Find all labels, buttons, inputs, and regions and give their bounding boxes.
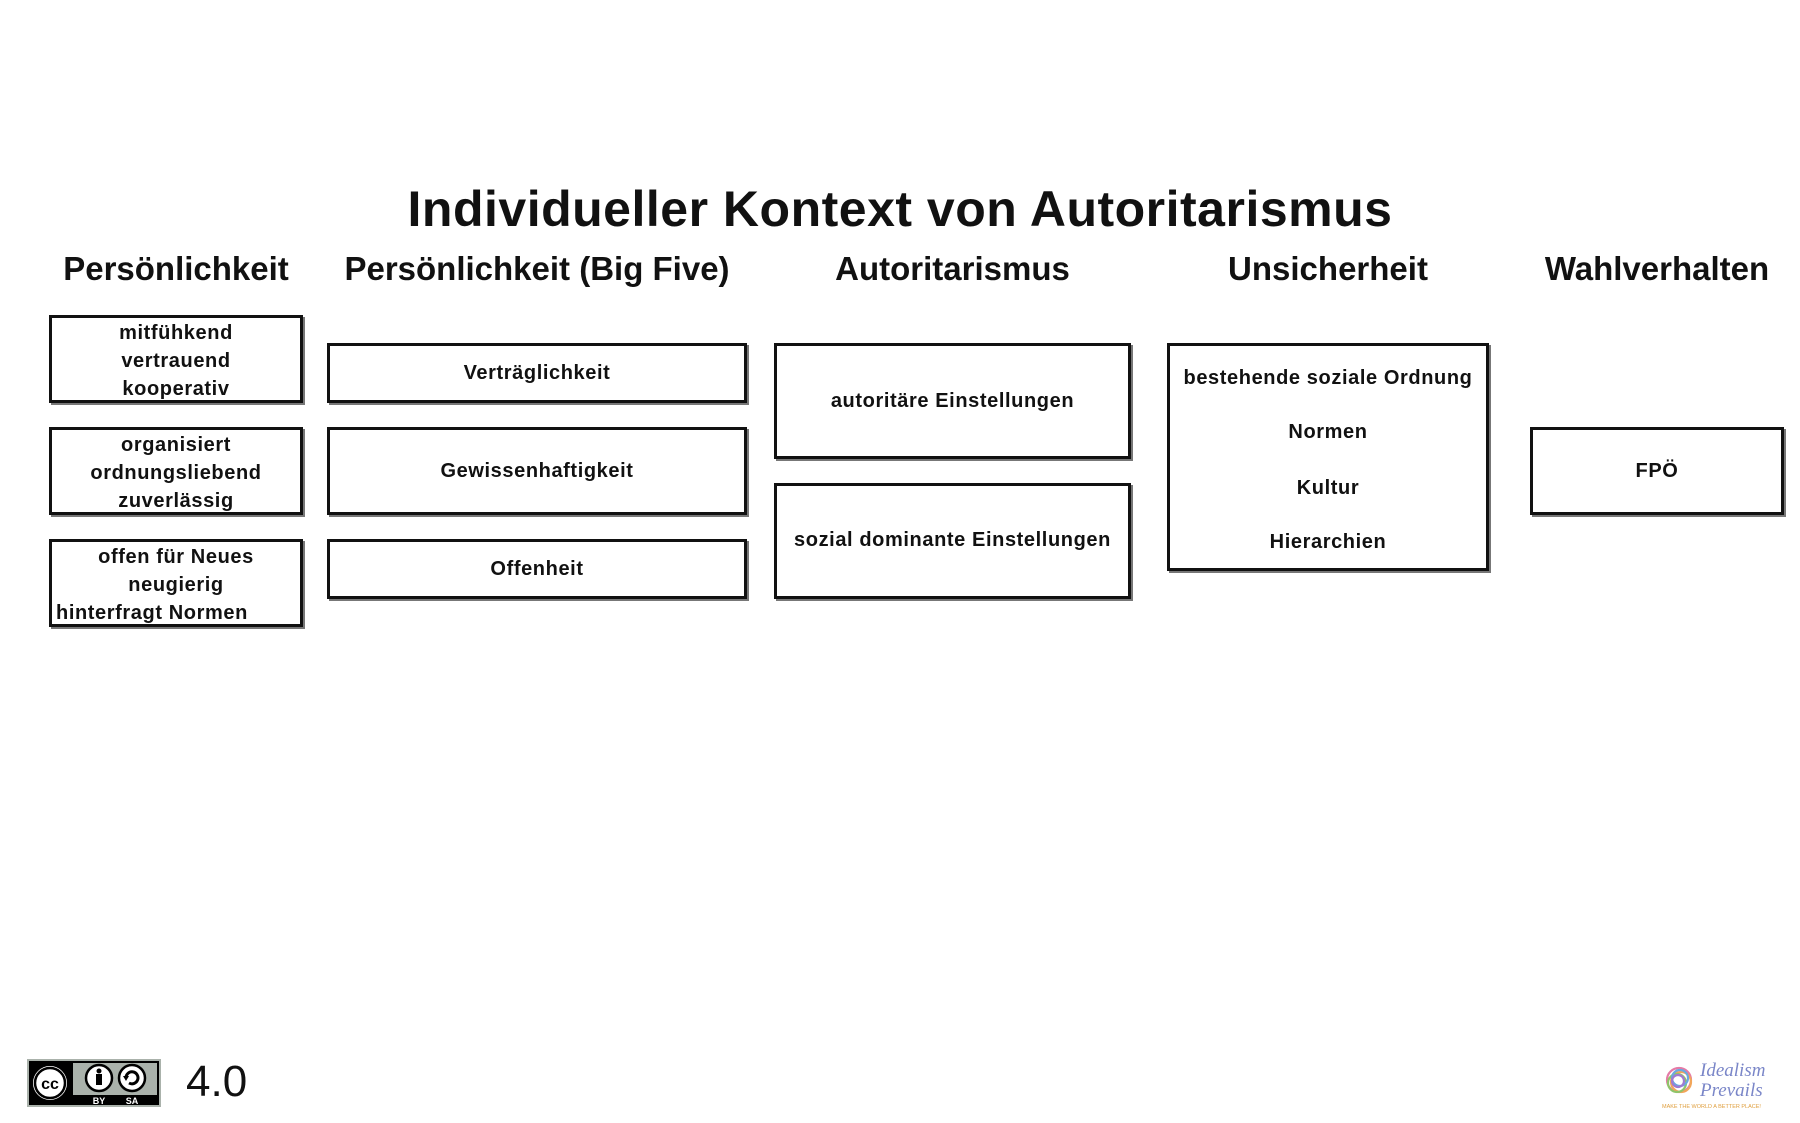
trait-line: offen für Neues: [98, 546, 254, 568]
trait-box-conscientious: [49, 427, 303, 515]
big-five-label: Offenheit: [490, 558, 584, 580]
social-dominance-label: sozial dominante Einstellungen: [794, 529, 1111, 551]
column-heading-authoritarianism: Autoritarismus: [835, 250, 1070, 287]
logo-name-line1: Idealism: [1700, 1060, 1766, 1081]
trait-line: vertrauend: [121, 350, 231, 372]
cc-sa-label: SA: [125, 1096, 139, 1106]
uncertainty-line: bestehende soziale Ordnung: [1183, 367, 1473, 389]
column-heading-voting: Wahlverhalten: [1544, 250, 1770, 287]
voting-box-fpo: [1530, 427, 1784, 515]
trait-line: ordnungsliebend: [90, 462, 262, 484]
trait-line: zuverlässig: [118, 490, 234, 512]
trait-line: mitfühkend: [119, 322, 233, 344]
trait-line: hinterfragt Normen: [56, 602, 248, 624]
idealism-prevails-logo: [1660, 1058, 1780, 1110]
big-five-box-agreeableness: [327, 343, 747, 403]
logo-name-line2: Prevails: [1700, 1080, 1763, 1101]
uncertainty-line: Hierarchien: [1269, 531, 1387, 553]
trait-line: kooperativ: [122, 378, 230, 400]
authoritarian-label: autoritäre Einstellungen: [830, 390, 1075, 412]
trait-line: neugierig: [128, 574, 224, 596]
svg-text:cc: cc: [41, 1076, 59, 1093]
social-dominance-box: [774, 483, 1131, 599]
cc-by-label: BY: [92, 1096, 106, 1106]
trait-box-agreeable: [49, 315, 303, 403]
logo-tagline: MAKE THE WORLD A BETTER PLACE!: [1662, 1104, 1761, 1110]
license-version: 4.0: [186, 1057, 248, 1106]
column-heading-uncertainty: Unsicherheit: [1228, 250, 1428, 287]
authoritarian-attitudes-box: [774, 343, 1131, 459]
uncertainty-line: Normen: [1288, 421, 1368, 443]
cc-by-sa-icon: [27, 1059, 161, 1107]
trait-line: organisiert: [121, 434, 231, 456]
diagram-title: Individueller Kontext von Autoritarismus: [407, 181, 1393, 237]
column-heading-personality: Persönlichkeit: [63, 250, 289, 287]
voting-label: FPÖ: [1635, 460, 1679, 482]
big-five-label: Gewissenhaftigkeit: [440, 460, 634, 482]
trait-box-open: [49, 539, 303, 627]
column-heading-big-five: Persönlichkeit (Big Five): [344, 250, 730, 287]
big-five-label: Verträglichkeit: [463, 362, 611, 384]
uncertainty-box: [1167, 343, 1489, 571]
big-five-box-conscientiousness: [327, 427, 747, 515]
big-five-box-openness: [327, 539, 747, 599]
uncertainty-line: Kultur: [1296, 477, 1360, 499]
